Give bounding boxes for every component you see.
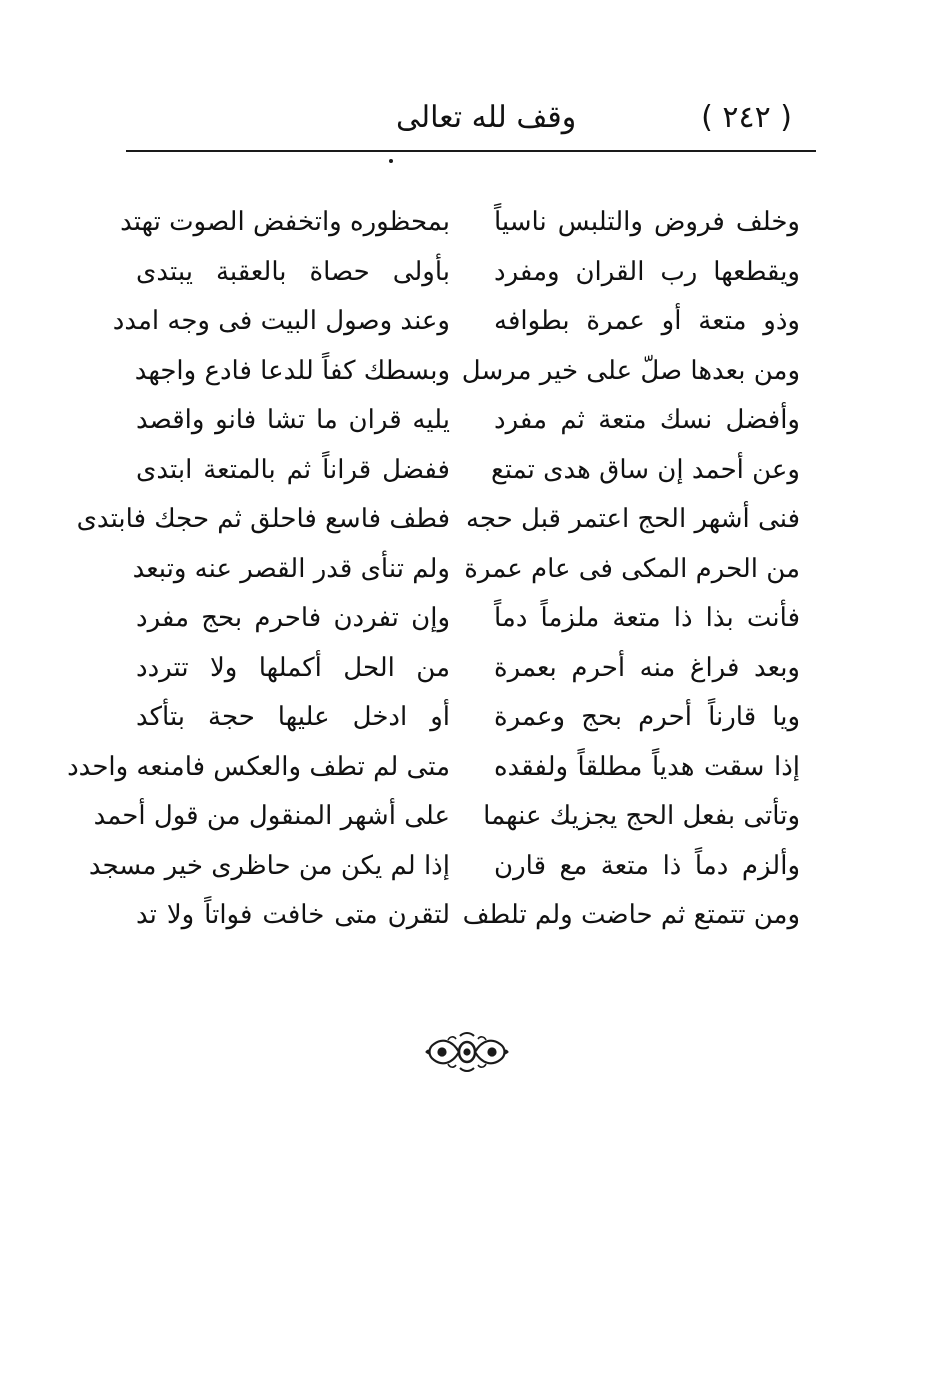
verse-row [67,743,800,793]
hemistich-second: يليه قران ما تشا فانو واقصد [136,405,450,435]
hemistich-first: ومن تتمتع ثم حاضت ولم تلطف [462,900,800,930]
hemistich-second: ففضل قراناً ثم بالمتعة ابتدى [136,454,450,485]
verse-row [136,594,800,644]
hemistich-first: وعن أحمد إن ساق هدى تمتع [490,454,800,485]
verse-row [136,396,800,446]
verse-row [136,347,800,397]
center-dot [389,159,393,163]
hemistich-first: وذو متعة أو عمرة بطوافه [494,306,800,336]
hemistich-second: على أشهر المنقول من قول أحمد [93,801,450,831]
hemistich-second: إذا لم يكن من حاظرى خير مسجد [88,850,450,881]
header-rule [126,150,816,152]
verse-row [136,446,800,496]
hemistich-second: وعند وصول البيت فى وجه امدد [112,306,450,336]
hemistich-first: فنى أشهر الحج اعتمر قبل حجه [465,504,800,534]
verse-row [136,248,800,298]
hemistich-second: بمحظوره واتخفض الصوت تهتد [120,207,450,237]
verse-row [136,644,800,694]
hemistich-first: من الحرم المكى فى عام عمرة [464,553,800,584]
hemistich-first: وألزم دماً ذا متعة مع قارن [494,850,800,881]
page-header [120,92,816,148]
hemistich-first: فأنت بذا ذا متعة ملزماً دماً [494,603,800,633]
verse-row [132,545,800,595]
page-number: ( ٢٤٢ ) [701,100,792,135]
hemistich-second: متى لم تطف والعكس فامنعه واحدد [67,751,450,782]
hemistich-second: وبسطك كفاً للدعا فادع واجهد [134,355,450,386]
hemistich-first: ويقطعها رب القران ومفرد [494,256,800,287]
hemistich-first: إذا سقت هدياً مطلقاً ولفقده [494,751,800,782]
hemistich-second: بأولى حصاة بالعقبة يبتدى [136,256,450,287]
hemistich-first: ويا قارناً أحرم بحج وعمرة [494,702,800,732]
ornament-icon [424,1030,510,1074]
verse-row [93,792,800,842]
hemistich-first: ومن بعدها صلّ على خير مرسل [461,355,800,386]
running-title: وقف لله تعالى [396,100,577,135]
hemistich-first: وأفضل نسك متعة ثم مفرد [494,405,800,435]
hemistich-second: لتقرن متى خافت فواتاً ولا تد [136,900,450,930]
hemistich-second: من الحل أكملها ولا تتردد [136,652,450,683]
verse-row [136,891,800,941]
hemistich-first: وبعد فراغ منه أحرم بعمرة [494,652,800,683]
hemistich-second: وإن تفردن فاحرم بحج مفرد [136,603,450,633]
poem-body [67,198,800,958]
hemistich-first: وتأتى بفعل الحج يجزيك عنهما [483,801,800,831]
hemistich-first: وخلف فروض والتلبس ناسياً [494,207,800,237]
verse-row [112,297,800,347]
verse-row [136,693,800,743]
verse-row [76,495,800,545]
verse-row [120,198,800,248]
hemistich-second: فطف فاسع فاحلق ثم حجك فابتدى [76,504,450,534]
hemistich-second: ولم تنأى قدر القصر عنه وتبعد [132,553,450,584]
hemistich-second: أو ادخل عليها حجة بتأكد [136,702,450,732]
verse-row [88,842,800,892]
